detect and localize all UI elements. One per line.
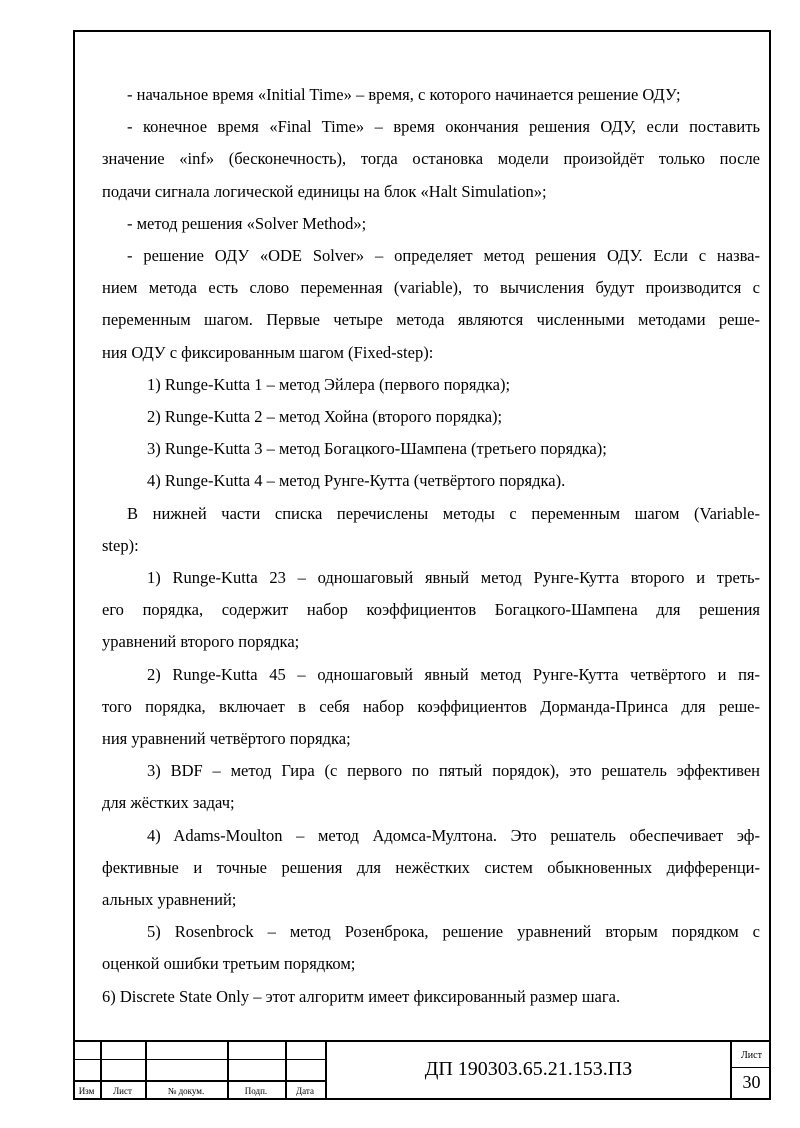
- text-line: 5) Rosenbrock – метод Розенброка, решение уравнений вторым порядком с: [147, 922, 760, 942]
- text-line: фективные и точные решения для нежёстких систем обыкновенных дифференци-: [102, 857, 760, 877]
- text-line: ния ОДУ с фиксированным шагом (Fixed-step):: [102, 342, 434, 362]
- title-block: [73, 1040, 771, 1100]
- text-line: альных уравнений;: [102, 890, 237, 909]
- text-line: - решение ОДУ «ODE Solver» – определяет метод решения ОДУ. Если с назва-: [127, 246, 760, 265]
- col-label-list: Лист: [113, 1086, 132, 1096]
- text-line: 3) Runge-Kutta 3 – метод Богацкого-Шампена (третьего порядка);: [147, 439, 607, 459]
- text-line: - начальное время «Initial Time» – время, с которого начинается решение ОДУ;: [127, 85, 681, 104]
- text-line: ния уравнений четвёртого порядка;: [102, 729, 351, 748]
- text-line: подачи сигнала логической единицы на блок «Halt Simulation»;: [102, 181, 547, 201]
- text-line: 2) Runge-Kutta 2 – метод Хойна (второго порядка);: [147, 407, 503, 426]
- sheet-number: 30: [742, 1072, 761, 1092]
- col-label-sign: Подп.: [244, 1086, 268, 1096]
- text-line: оценкой ошибки третьим порядком;: [102, 954, 356, 974]
- text-line: - метод решения «Solver Method»;: [127, 213, 367, 233]
- text-line: 1) Runge-Kutta 1 – метод Эйлера (первого порядка);: [147, 374, 511, 394]
- document-designation: ДП 190303.65.21.153.ПЗ: [424, 1058, 633, 1080]
- col-label-date: Дата: [296, 1086, 314, 1096]
- col-label-doc: № докум.: [167, 1086, 205, 1096]
- text-line: его порядка, содержит набор коэффициентов Богацкого-Шампена для решения: [102, 600, 760, 620]
- text-line: 1) Runge-Kutta 23 – одношаговый явный метод Рунге-Кутта второго и треть-: [147, 568, 760, 587]
- text-line: 4) Adams-Moulton – метод Адомса-Мултона. Это решатель обеспечивает эф-: [147, 825, 760, 845]
- text-line: того порядка, включает в себя набор коэффициентов Дорманда-Принса для реше-: [102, 696, 760, 716]
- text-line: нием метода есть слово переменная (variable), то вычисления будут производится с: [102, 278, 760, 298]
- col-label-izm: Изм: [78, 1086, 95, 1096]
- text-line: step):: [102, 535, 139, 555]
- text-line: переменным шагом. Первые четыре метода являются численными методами реше-: [102, 310, 760, 330]
- text-line: для жёстких задач;: [102, 793, 235, 813]
- text-line: В нижней части списка перечислены методы с переменным шагом (Variable-: [127, 503, 760, 523]
- text-line: 2) Runge-Kutta 45 – одношаговый явный метод Рунге-Кутта четвёртого и пя-: [147, 664, 760, 684]
- text-line: значение «inf» (бесконечность), тогда остановка модели произойдёт только после: [102, 149, 760, 169]
- text-line: 4) Runge-Kutta 4 – метод Рунге-Кутта (четвёртого порядка).: [147, 471, 566, 491]
- sheet-label: Лист: [741, 1050, 762, 1061]
- text-line: - конечное время «Final Time» – время окончания решения ОДУ, если поставить: [127, 117, 760, 137]
- text-line: уравнений второго порядка;: [102, 632, 300, 652]
- text-line: 6) Discrete State Only – этот алгоритм имеет фиксированный размер шага.: [102, 986, 621, 1006]
- text-line: 3) BDF – метод Гира (с первого по пятый порядок), это решатель эффективен: [147, 761, 760, 781]
